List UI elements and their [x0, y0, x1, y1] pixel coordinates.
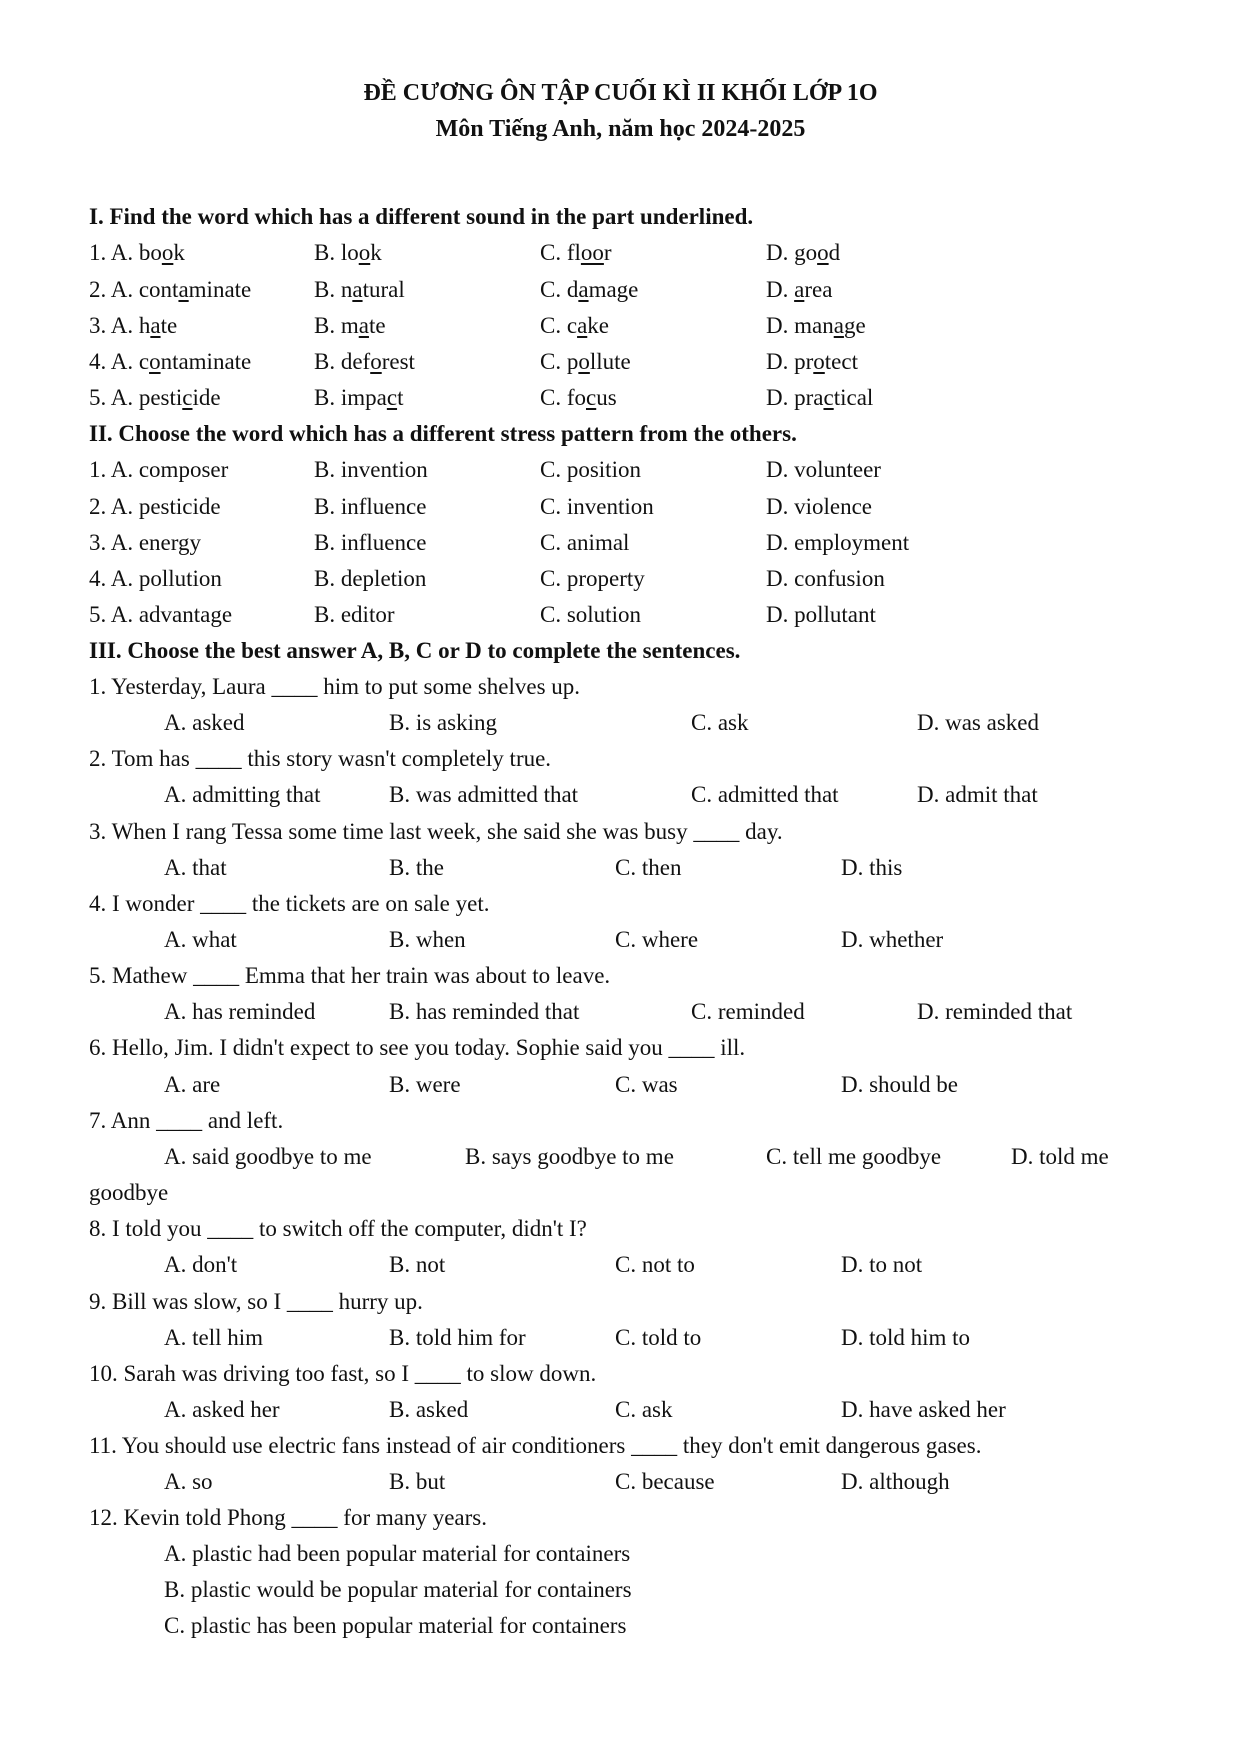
- stress-option: B. depletion: [314, 566, 427, 591]
- question-stem: 6. Hello, Jim. I didn't expect to see you today. Sophie said you ____ ill.: [89, 1035, 746, 1060]
- stress-option: C. animal: [540, 530, 630, 555]
- sound-option: 3. A. hate: [89, 313, 178, 338]
- answer-option: D. told him to: [841, 1325, 971, 1350]
- answer-option: C. was: [615, 1072, 678, 1097]
- sound-option: B. look: [314, 240, 382, 265]
- answer-option: A. plastic had been popular material for containers: [164, 1541, 631, 1566]
- answer-option-wrap: goodbye: [89, 1180, 169, 1205]
- stress-option: D. volunteer: [766, 457, 881, 482]
- stress-option: C. property: [540, 566, 645, 591]
- underlined-part: a: [833, 313, 844, 338]
- sound-option: C. floor: [540, 240, 612, 265]
- question-stem: 7. Ann ____ and left.: [89, 1108, 284, 1133]
- underlined-part: a: [577, 313, 588, 338]
- sound-option: 2. A. contaminate: [89, 277, 252, 302]
- answer-option: A. has reminded: [164, 999, 316, 1024]
- document-title: ĐỀ CƯƠNG ÔN TẬP CUỐI KÌ II KHỐI LỚP 1O: [363, 80, 878, 106]
- stress-option: D. violence: [766, 494, 873, 519]
- answer-option: B. were: [389, 1072, 461, 1097]
- question-stem: 9. Bill was slow, so I ____ hurry up.: [89, 1289, 423, 1314]
- answer-option: B. when: [389, 927, 466, 952]
- answer-option: B. asked: [389, 1397, 469, 1422]
- answer-option: C. then: [615, 855, 682, 880]
- answer-option: D. told me: [1011, 1144, 1109, 1169]
- answer-option: B. has reminded that: [389, 999, 580, 1024]
- sound-option: C. pollute: [540, 349, 631, 374]
- stress-option: B. influence: [314, 530, 427, 555]
- answer-option: B. told him for: [389, 1325, 526, 1350]
- question-stem: 2. Tom has ____ this story wasn't completely true.: [89, 746, 552, 771]
- answer-option: D. although: [841, 1469, 950, 1494]
- answer-option: A. asked her: [164, 1397, 280, 1422]
- answer-option: D. to not: [841, 1252, 923, 1277]
- sound-option: D. good: [766, 240, 841, 265]
- underlined-part: o: [370, 349, 382, 374]
- answer-option: C. ask: [615, 1397, 673, 1422]
- stress-option: B. influence: [314, 494, 427, 519]
- answer-option: B. is asking: [389, 710, 497, 735]
- answer-option: D. this: [841, 855, 903, 880]
- stress-option: B. invention: [314, 457, 428, 482]
- sound-option: B. deforest: [314, 349, 415, 374]
- answer-option: C. not to: [615, 1252, 695, 1277]
- stress-option: 2. A. pesticide: [89, 494, 221, 519]
- underlined-part: a: [178, 277, 189, 302]
- stress-option: 4. A. pollution: [89, 566, 222, 591]
- stress-option: D. pollutant: [766, 602, 876, 627]
- answer-option: D. have asked her: [841, 1397, 1006, 1422]
- answer-option: B. was admitted that: [389, 782, 579, 807]
- sound-option: D. area: [766, 277, 833, 302]
- answer-option: A. don't: [164, 1252, 238, 1277]
- answer-option: C. tell me goodbye: [766, 1144, 942, 1169]
- answer-option: C. reminded: [691, 999, 805, 1024]
- answer-option: C. where: [615, 927, 699, 952]
- answer-option: B. not: [389, 1252, 446, 1277]
- question-stem: 3. When I rang Tessa some time last week, she said she was busy ____ day.: [89, 819, 783, 844]
- underlined-part: o: [813, 349, 825, 374]
- sound-option: B. mate: [314, 313, 386, 338]
- answer-option: C. because: [615, 1469, 715, 1494]
- underlined-part: a: [150, 313, 161, 338]
- answer-option: C. admitted that: [691, 782, 839, 807]
- sound-option: D. manage: [766, 313, 866, 338]
- answer-option: A. tell him: [164, 1325, 264, 1350]
- stress-option: 1. A. composer: [89, 457, 229, 482]
- underlined-part: c: [586, 385, 597, 410]
- question-stem: 1. Yesterday, Laura ____ him to put some shelves up.: [89, 674, 581, 699]
- underlined-part: o: [149, 349, 161, 374]
- question-stem: 5. Mathew ____ Emma that her train was about to leave.: [89, 963, 611, 988]
- underlined-part: a: [578, 277, 589, 302]
- answer-option: D. should be: [841, 1072, 958, 1097]
- underlined-part: a: [794, 277, 805, 302]
- underlined-part: o: [358, 240, 371, 265]
- answer-option: C. plastic has been popular material for containers: [164, 1613, 627, 1638]
- question-stem: 10. Sarah was driving too fast, so I ____ to slow down.: [89, 1361, 597, 1386]
- answer-option: C. ask: [691, 710, 749, 735]
- answer-option: C. told to: [615, 1325, 702, 1350]
- sound-option: 4. A. contaminate: [89, 349, 252, 374]
- sound-option: B. natural: [314, 277, 405, 302]
- sound-option: C. damage: [540, 277, 639, 302]
- answer-option: B. the: [389, 855, 444, 880]
- answer-option: B. plastic would be popular material for containers: [164, 1577, 632, 1602]
- underlined-part: c: [182, 385, 193, 410]
- stress-option: C. position: [540, 457, 641, 482]
- sound-option: 1. A. book: [89, 240, 185, 265]
- question-stem: 4. I wonder ____ the tickets are on sale yet.: [89, 891, 490, 916]
- underlined-part: o: [817, 240, 829, 265]
- section-2-heading: II. Choose the word which has a different stress pattern from the others.: [89, 421, 797, 446]
- stress-option: B. editor: [314, 602, 395, 627]
- sound-option: B. impact: [314, 385, 404, 410]
- sound-option: D. practical: [766, 385, 874, 410]
- answer-option: A. what: [164, 927, 237, 952]
- sound-option: C. focus: [540, 385, 617, 410]
- answer-option: A. that: [164, 855, 227, 880]
- answer-option: A. said goodbye to me: [164, 1144, 372, 1169]
- sound-option: C. cake: [540, 313, 609, 338]
- answer-option: A. so: [164, 1469, 213, 1494]
- answer-option: A. asked: [164, 710, 245, 735]
- underlined-part: oo: [580, 240, 604, 265]
- underlined-part: c: [386, 385, 398, 410]
- question-stem: 12. Kevin told Phong ____ for many years.: [89, 1505, 487, 1530]
- sound-option: D. protect: [766, 349, 858, 374]
- answer-option: B. says goodbye to me: [465, 1144, 674, 1169]
- answer-option: A. admitting that: [164, 782, 321, 807]
- underlined-part: o: [161, 240, 174, 265]
- stress-option: 3. A. energy: [89, 530, 202, 555]
- document-subtitle: Môn Tiếng Anh, năm học 2024-2025: [435, 116, 806, 142]
- stress-option: C. invention: [540, 494, 654, 519]
- underlined-part: c: [823, 385, 834, 410]
- stress-option: D. employment: [766, 530, 910, 555]
- section-1-heading: I. Find the word which has a different sound in the part underlined.: [89, 204, 754, 229]
- sound-option: 5. A. pesticide: [89, 385, 221, 410]
- stress-option: C. solution: [540, 602, 641, 627]
- stress-option: D. confusion: [766, 566, 885, 591]
- section-3-heading: III. Choose the best answer A, B, C or D to complete the sentences.: [89, 638, 741, 663]
- answer-option: D. admit that: [917, 782, 1038, 807]
- underlined-part: a: [352, 277, 363, 302]
- underlined-part: o: [578, 349, 590, 374]
- underlined-part: a: [358, 313, 369, 338]
- answer-option: D. was asked: [917, 710, 1039, 735]
- answer-option: A. are: [164, 1072, 221, 1097]
- question-stem: 8. I told you ____ to switch off the computer, didn't I?: [89, 1216, 587, 1241]
- answer-option: D. reminded that: [917, 999, 1073, 1024]
- stress-option: 5. A. advantage: [89, 602, 233, 627]
- answer-option: D. whether: [841, 927, 944, 952]
- answer-option: B. but: [389, 1469, 446, 1494]
- question-stem: 11. You should use electric fans instead of air conditioners ____ they don't emit dangerous gases.: [89, 1433, 982, 1458]
